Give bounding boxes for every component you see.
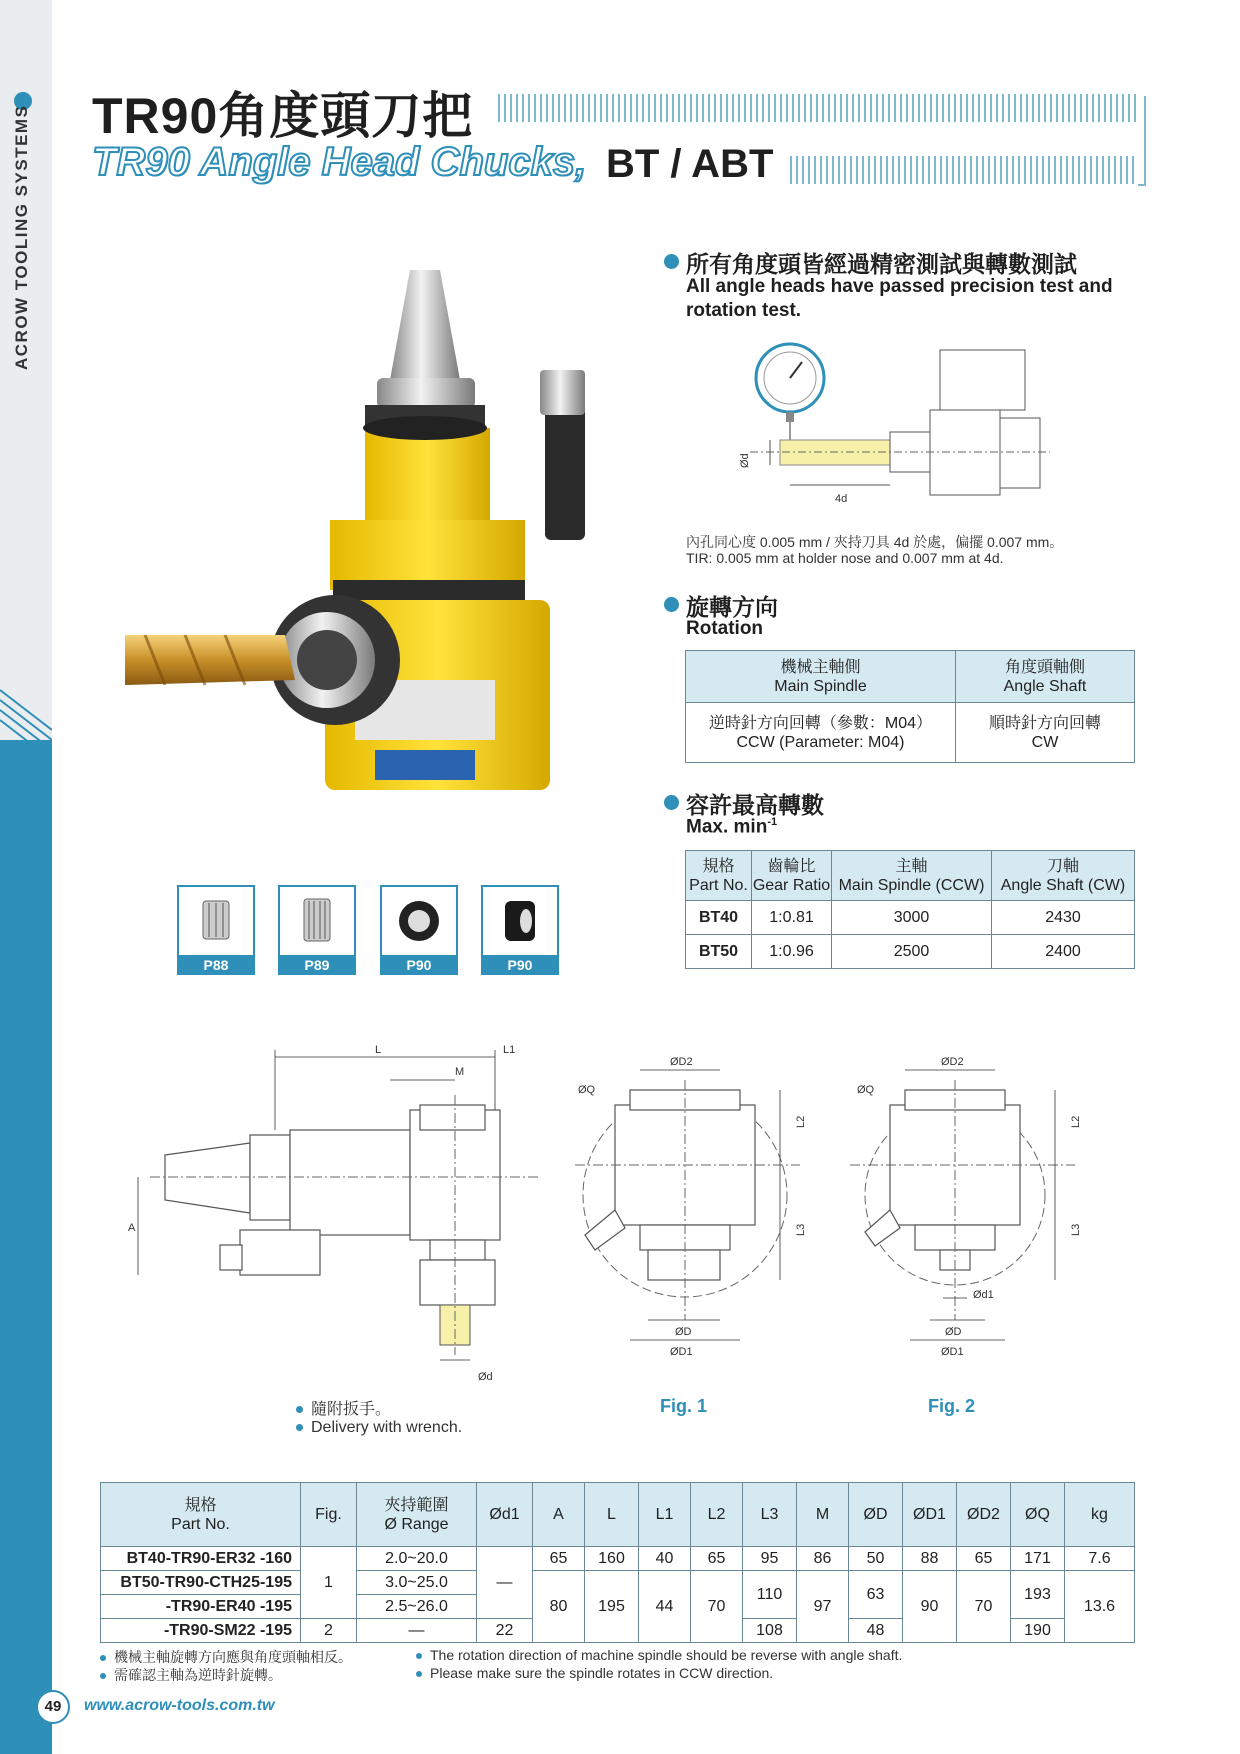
- maxrpm-col-ratio: 齒輪比 Gear Ratio: [752, 851, 832, 901]
- table-row: -TR90-ER40 -195 2.5~26.0: [101, 1595, 1135, 1619]
- section-bullet: [664, 597, 679, 612]
- wrench-note-en: Delivery with wrench.: [296, 1419, 462, 1437]
- nut-icon: [483, 887, 557, 955]
- footer-note-zh-1: 機械主軸旋轉方向應與角度頭軸相反。: [100, 1647, 352, 1667]
- page-title-zh: TR90角度頭刀把: [92, 88, 474, 144]
- spec-col-d: ØD: [849, 1483, 903, 1547]
- wrench-note-zh: 隨附扳手。: [296, 1396, 391, 1419]
- spec-col-d1: Ød1: [477, 1483, 533, 1547]
- angle-head-product-image: [115, 260, 635, 820]
- dim-label-Q: ØQ: [857, 1084, 875, 1096]
- dim-label-D2: ØD2: [670, 1056, 693, 1068]
- rotation-cell-angle: 順時針方向回轉 CW: [956, 703, 1135, 763]
- precision-heading-zh: 所有角度頭皆經過精密測試與轉數測試: [686, 251, 1077, 277]
- section-bullet: [664, 795, 679, 810]
- spec-col-l2: L2: [691, 1483, 743, 1547]
- maxrpm-col-angle: 刀軸 Angle Shaft (CW): [992, 851, 1135, 901]
- spec-col-kg: kg: [1065, 1483, 1135, 1547]
- table-row: BT50-TR90-CTH25-195 3.0~25.0 80 195 44 70 110 97 63 90 70 193 13.6: [101, 1571, 1135, 1595]
- dim-label-L2: L2: [1070, 1115, 1082, 1128]
- rotation-heading-zh: 旋轉方向: [686, 594, 778, 620]
- spec-table: [100, 1482, 1135, 1643]
- website-link[interactable]: www.acrow-tools.com.tw: [84, 1697, 275, 1714]
- diagram-label-d: Ød: [739, 453, 751, 468]
- rotation-col-angle-shaft: 角度頭軸側 Angle Shaft: [956, 651, 1135, 703]
- rotation-cell-main: 逆時針方向回轉（參數：M04） CCW (Parameter: M04): [686, 703, 956, 763]
- section-bullet: [664, 254, 679, 269]
- fig2-label: Fig. 2: [928, 1396, 976, 1416]
- rotation-table: [685, 650, 1135, 763]
- dim-label-D: ØD: [675, 1326, 692, 1338]
- rotation-col-main-spindle: 機械主軸側 Main Spindle: [686, 651, 956, 703]
- dim-label-d: Ød: [478, 1371, 493, 1383]
- title-barcode-decor-2: [790, 156, 1136, 184]
- table-row: BT40-TR90-ER32 -160 1 2.0~20.0 — 65 160 40 65 95 86 50 88 65 171 7.6: [101, 1547, 1135, 1571]
- footer-note-en-2: Please make sure the spindle rotates in CCW direction.: [416, 1665, 773, 1681]
- sidebar-band-blue: [0, 740, 52, 1754]
- spec-col-fig: Fig.: [301, 1483, 357, 1547]
- page-title-suffix: BT / ABT: [606, 142, 774, 186]
- accessory-p90-b: P90: [481, 885, 559, 975]
- maxrpm-heading-en: Max. $\min^{-1}$: [686, 816, 778, 838]
- maxrpm-heading-zh: 容許最高轉數: [686, 792, 824, 818]
- title-bracket-decor: [1138, 96, 1146, 186]
- page-number: 49: [36, 1690, 70, 1724]
- nut-icon: [382, 887, 456, 955]
- side-view-drawing: [120, 1035, 560, 1395]
- accessory-p90-a: P90: [380, 885, 458, 975]
- dim-label-d1: Ød1: [973, 1289, 994, 1301]
- dim-label-L1: L1: [503, 1044, 516, 1056]
- sidebar-brand-text: ACROW TOOLING SYSTEMS: [12, 104, 31, 370]
- dim-label-L2: L2: [795, 1115, 807, 1128]
- precision-heading-en-1: All angle heads have passed precision test and: [686, 276, 1113, 297]
- dim-label-L3: L3: [1070, 1223, 1082, 1236]
- spec-col-l1: L1: [639, 1483, 691, 1547]
- spec-col-dd1: ØD1: [903, 1483, 957, 1547]
- precision-note-en: TIR: 0.005 mm at holder nose and 0.007 mm at 4d.: [686, 550, 1004, 566]
- maxrpm-col-main: 主軸 Main Spindle (CCW): [832, 851, 992, 901]
- page-title-en: TR90 Angle Head Chucks,: [92, 140, 587, 184]
- diagram-label-4d: 4d: [835, 493, 848, 505]
- spec-col-range: 夾持範圍 Ø Range: [357, 1483, 477, 1547]
- runout-test-diagram: [730, 340, 1060, 510]
- dim-label-D1: ØD1: [941, 1346, 964, 1358]
- dim-label-L3: L3: [795, 1223, 807, 1236]
- dim-label-M: M: [455, 1066, 465, 1078]
- table-row: BT50 1:0.96 2500 2400: [686, 935, 1135, 969]
- precision-note-zh: 內孔同心度 0.005 mm / 夾持刀具 4d 於處，偏擺 0.007 mm。: [686, 534, 1064, 550]
- spec-col-d2: ØD2: [957, 1483, 1011, 1547]
- max-rpm-table: [685, 850, 1135, 969]
- spec-col-l: L: [585, 1483, 639, 1547]
- dim-label-L: L: [375, 1044, 382, 1056]
- collet-icon: [179, 887, 253, 955]
- fig1-label: Fig. 1: [660, 1396, 708, 1416]
- sidebar-stripes: [0, 680, 52, 770]
- dim-label-D1: ØD1: [670, 1346, 693, 1358]
- maxrpm-col-part: 規格 Part No.: [686, 851, 752, 901]
- spec-col-a: A: [533, 1483, 585, 1547]
- precision-heading-en-2: rotation test.: [686, 300, 802, 321]
- dim-label-A: A: [128, 1222, 136, 1234]
- table-row: BT40 1:0.81 3000 2430: [686, 901, 1135, 935]
- spec-col-part: 規格 Part No.: [101, 1483, 301, 1547]
- dim-label-D2: ØD2: [941, 1056, 964, 1068]
- footer-note-zh-2: 需確認主軸為逆時針旋轉。: [100, 1665, 282, 1685]
- fig2-front-view-drawing: [845, 1050, 1105, 1390]
- rotation-heading-en: Rotation: [686, 618, 764, 639]
- title-barcode-decor: [498, 94, 1138, 122]
- table-row: -TR90-SM22 -195 2 — 22 108 48 190: [101, 1619, 1135, 1643]
- spec-col-l3: L3: [743, 1483, 797, 1547]
- fig1-front-view-drawing: [570, 1050, 830, 1390]
- accessory-p89: P89: [278, 885, 356, 975]
- spec-col-m: M: [797, 1483, 849, 1547]
- dim-label-Q: ØQ: [578, 1084, 596, 1096]
- collet-icon: [280, 887, 354, 955]
- footer-note-en-1: The rotation direction of machine spindle should be reverse with angle shaft.: [416, 1647, 902, 1663]
- dim-label-D: ØD: [945, 1326, 962, 1338]
- spec-col-q: ØQ: [1011, 1483, 1065, 1547]
- accessory-p88: P88: [177, 885, 255, 975]
